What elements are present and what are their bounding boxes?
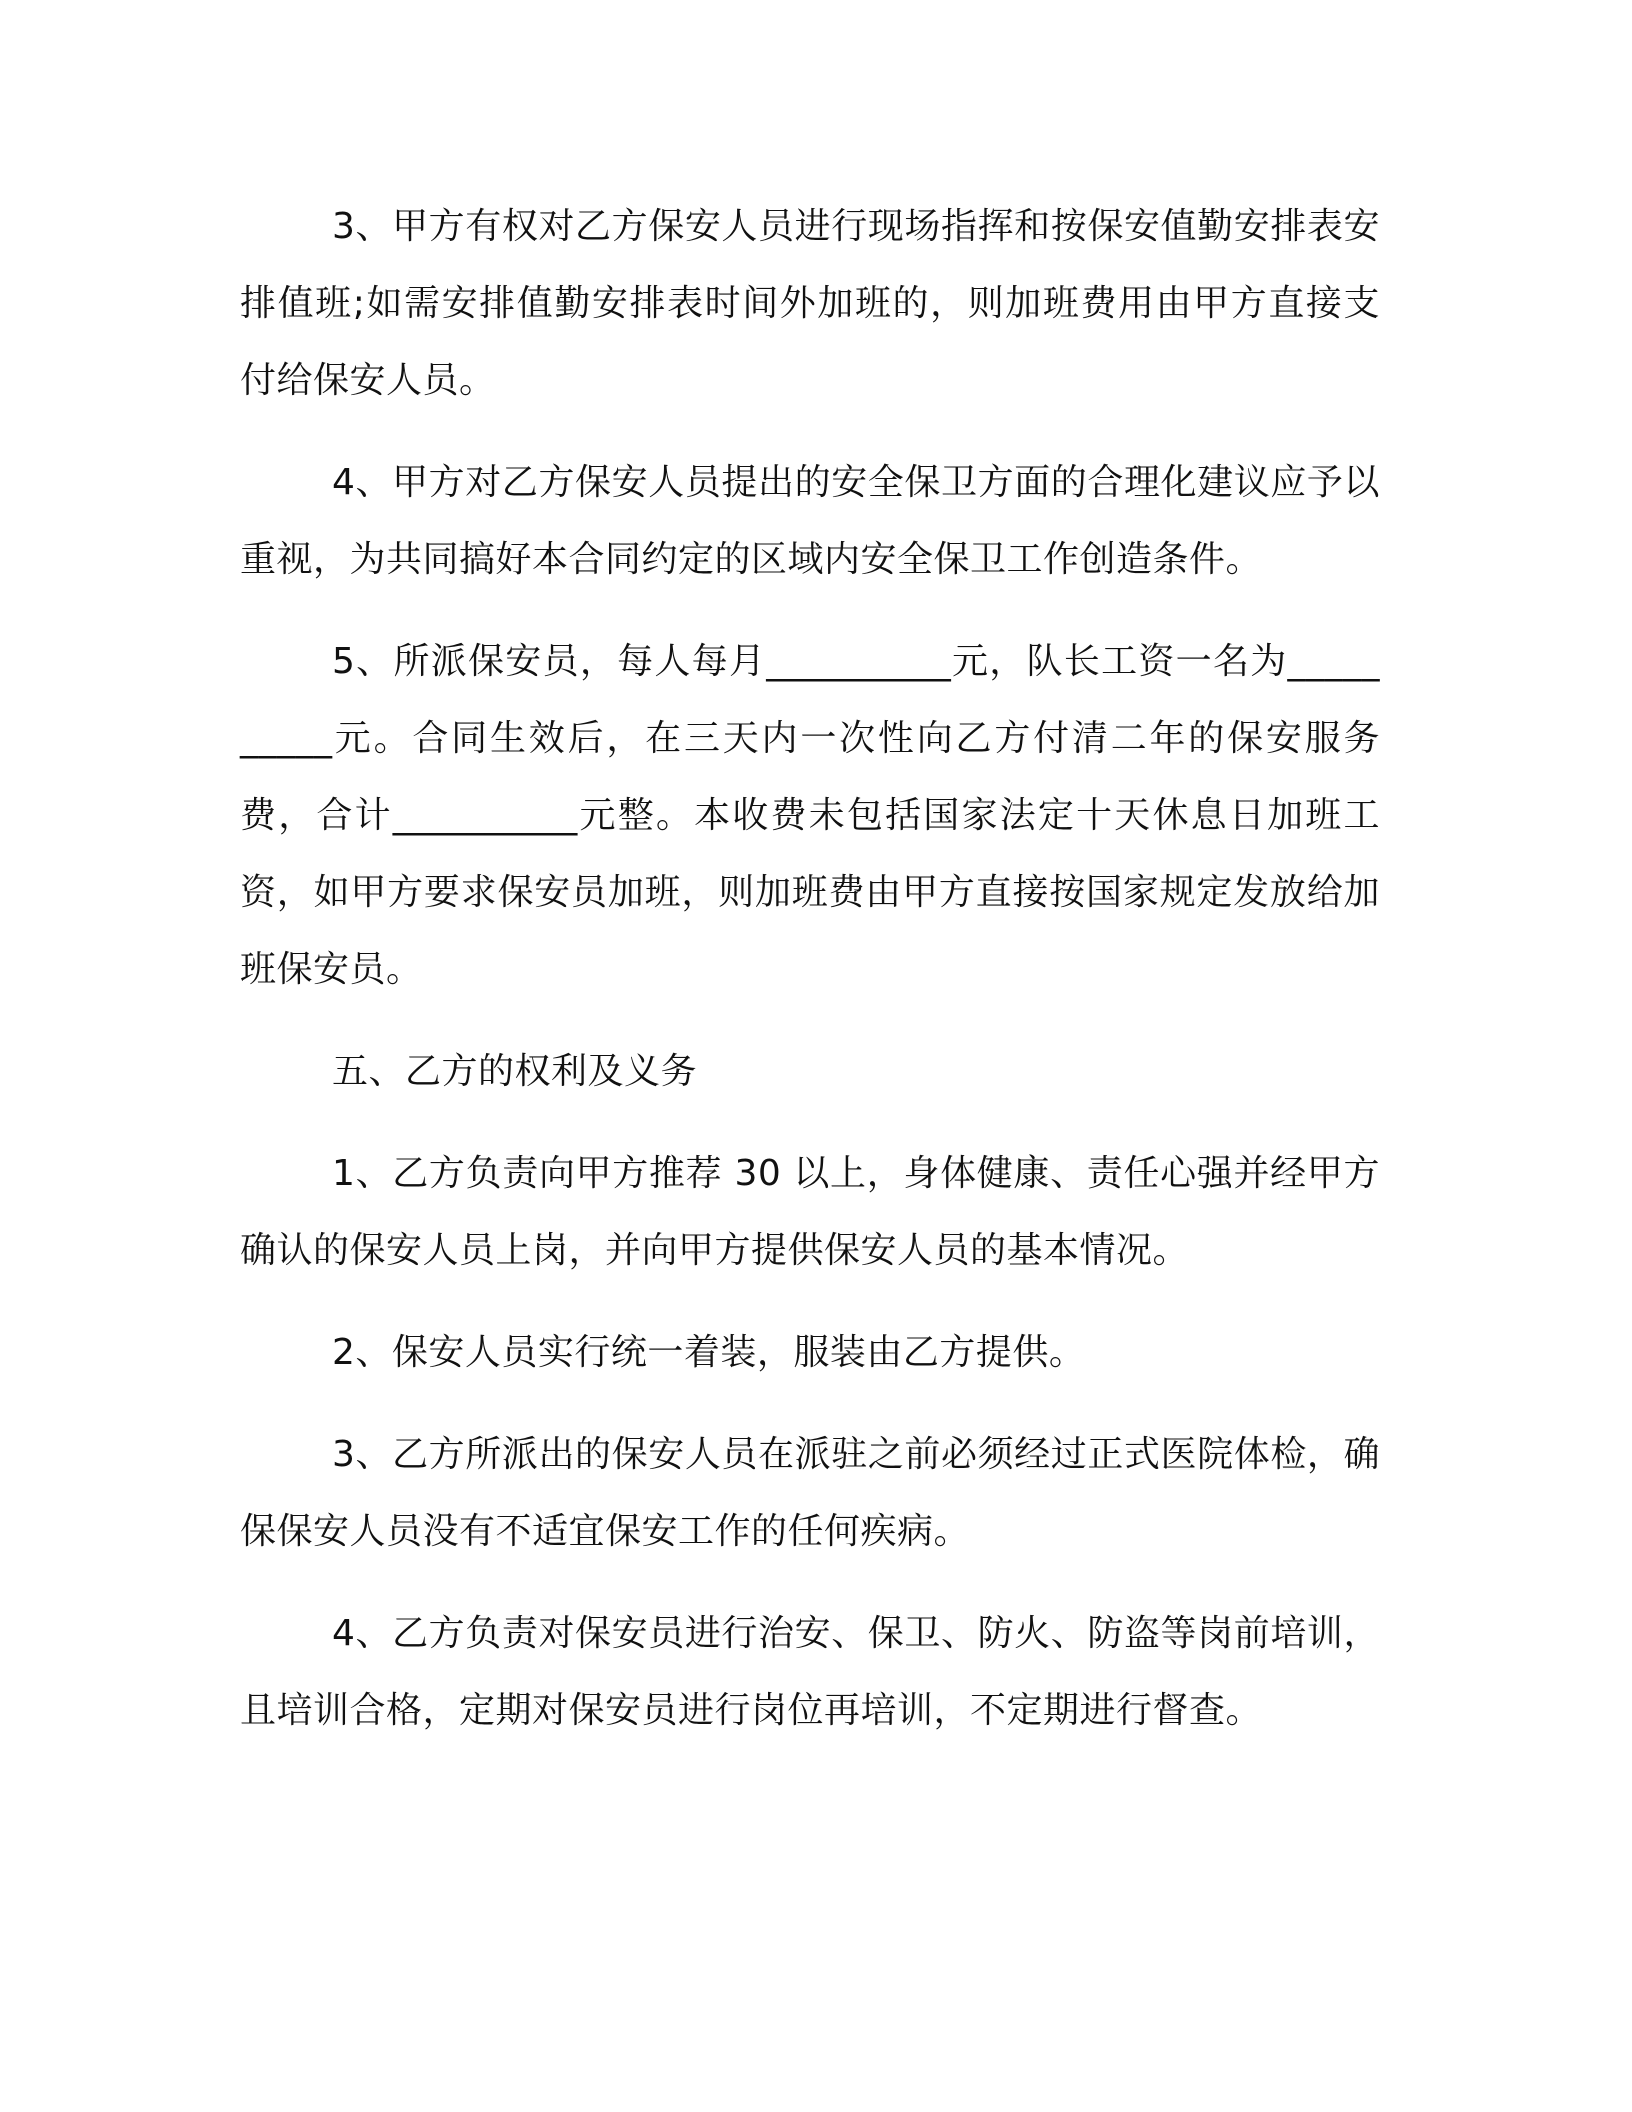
- clause-yi-4: 4、乙方负责对保安员进行治安、保卫、防火、防盗等岗前培训，且培训合格，定期对保安员进行岗位再培训，不定期进行督查。: [240, 1613, 1380, 1731]
- section-heading-5: 五、乙方的权利及义务: [332, 1051, 698, 1092]
- clause-yi-1: 1、乙方负责向甲方推荐 30 以上，身体健康、责任心强并经甲方确认的保安人员上岗，并向甲方提供保安人员的基本情况。: [240, 1153, 1380, 1271]
- clause-yi-3: 3、乙方所派出的保安人员在派驻之前必须经过正式医院体检，确保保安人员没有不适宜保安工作的任何疾病。: [240, 1434, 1380, 1552]
- document-body: [240, 188, 1380, 1774]
- clause-jia-3: 3、甲方有权对乙方保安人员进行现场指挥和按保安值勤安排表安排值班;如需安排值勤安排表时间外加班的，则加班费用由甲方直接支付给保安人员。: [240, 206, 1380, 401]
- clause-yi-2: 2、保安人员实行统一着装，服装由乙方提供。: [332, 1332, 1086, 1373]
- clause-jia-4: 4、甲方对乙方保安人员提出的安全保卫方面的合理化建议应予以重视，为共同搞好本合同约定的区域内安全保卫工作创造条件。: [240, 462, 1380, 580]
- clause-jia-5: 5、所派保安员，每人每月__________元，队长工资一名为__________元。合同生效后，在三天内一次性向乙方付清二年的保安服务费，合计__________元整。本收费未包括国家法定十天休息日加班工资，如甲方要求保安员加班，则加班费由甲方直接按国家规定发放给加班保安员。: [240, 641, 1380, 990]
